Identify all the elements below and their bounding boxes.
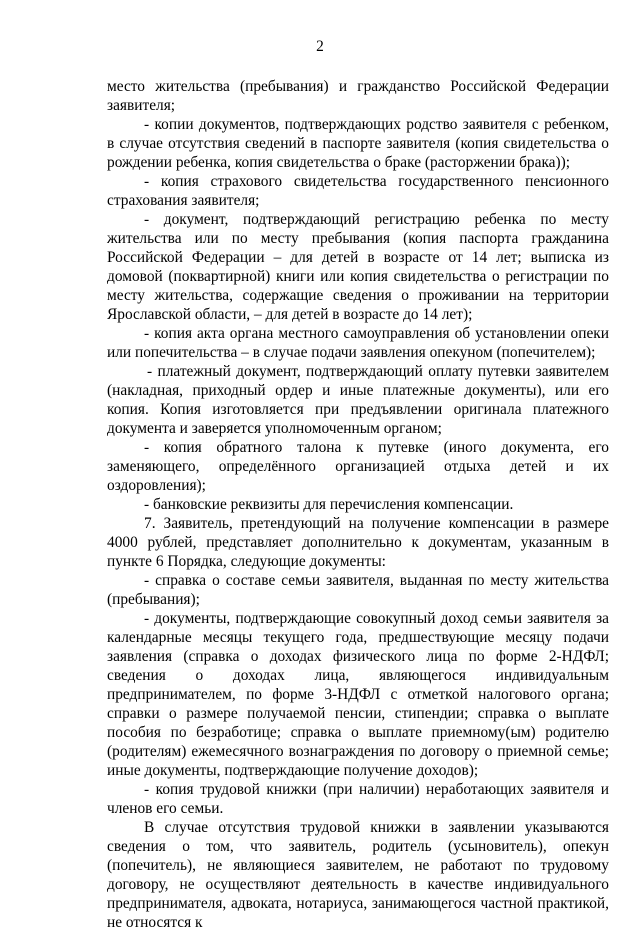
paragraph: - документ, подтверждающий регистрацию ребенка по месту жительства или по месту пребывания (копия паспорта гражданина Российской Федерации – для детей в возрасте от 14 лет; выписка из домовой (поквартирной) книги или копия свидетельства о регистрации по месту жительства, содержащие сведения о проживании на территории Ярославской области, – для детей в возрасте до 14 лет); bbox=[107, 211, 609, 323]
document-body bbox=[107, 77, 609, 932]
paragraph: - копия обратного талона к путевке (иного документа, его заменяющего, определённого организацией отдыха детей и их оздоровления); bbox=[107, 439, 609, 494]
paragraph: - платежный документ, подтверждающий оплату путевки заявителем (накладная, приходный ордер и иные платежные документы), или его копия. Копия изготовляется при предъявлении оригинала платежного документа и заверяется уполномоченным органом; bbox=[107, 363, 609, 437]
paragraph: - копии документов, подтверждающих родство заявителя с ребенком, в случае отсутствия сведений в паспорте заявителя (копия свидетельства о рождении ребенка, копия свидетельства о браке (расторжении брака)); bbox=[107, 116, 609, 171]
paragraph: - копия трудовой книжки (при наличии) неработающих заявителя и членов его семьи. bbox=[107, 781, 609, 817]
paragraph: - копия акта органа местного самоуправления об установлении опеки или попечительства – в случае подачи заявления опекуном (попечителем); bbox=[107, 325, 609, 361]
paragraph: - справка о составе семьи заявителя, выданная по месту жительства (пребывания); bbox=[107, 572, 609, 608]
paragraph: - документы, подтверждающие совокупный доход семьи заявителя за календарные месяцы текущего года, предшествующие месяцу подачи заявления (справка о доходах физического лица по форме 2-НДФЛ; сведения о доходах лица, являющегося индивидуальным предпринимателем, по форме 3-НДФЛ с отметкой налогового органа; справки о размере получаемой пенсии, стипендии; справка о выплате пособия по безработице; справка о выплате приемному(ым) родителю (родителям) ежемесячного вознаграждения по договору о приемной семье; иные документы, подтверждающие получение доходов); bbox=[107, 610, 609, 779]
paragraph: - банковские реквизиты для перечисления компенсации. bbox=[144, 496, 514, 513]
paragraph: 7. Заявитель, претендующий на получение компенсации в размере 4000 рублей, представляет дополнительно к документам, указанным в пункте 6 Порядка, следующие документы: bbox=[107, 515, 609, 570]
paragraph: - копия страхового свидетельства государственного пенсионного страхования заявителя; bbox=[107, 173, 609, 209]
paragraph: место жительства (пребывания) и гражданство Российской Федерации заявителя; bbox=[107, 78, 609, 114]
paragraph: В случае отсутствия трудовой книжки в заявлении указываются сведения о том, что заявитель, родитель (усыновитель), опекун (попечитель), не являющиеся заявителем, не работают по трудовому договору, не осуществляют деятельность в качестве индивидуального предпринимателя, адвоката, нотариуса, занимающегося частной практикой, не относятся к bbox=[107, 819, 609, 931]
page-number: 2 bbox=[316, 38, 324, 55]
